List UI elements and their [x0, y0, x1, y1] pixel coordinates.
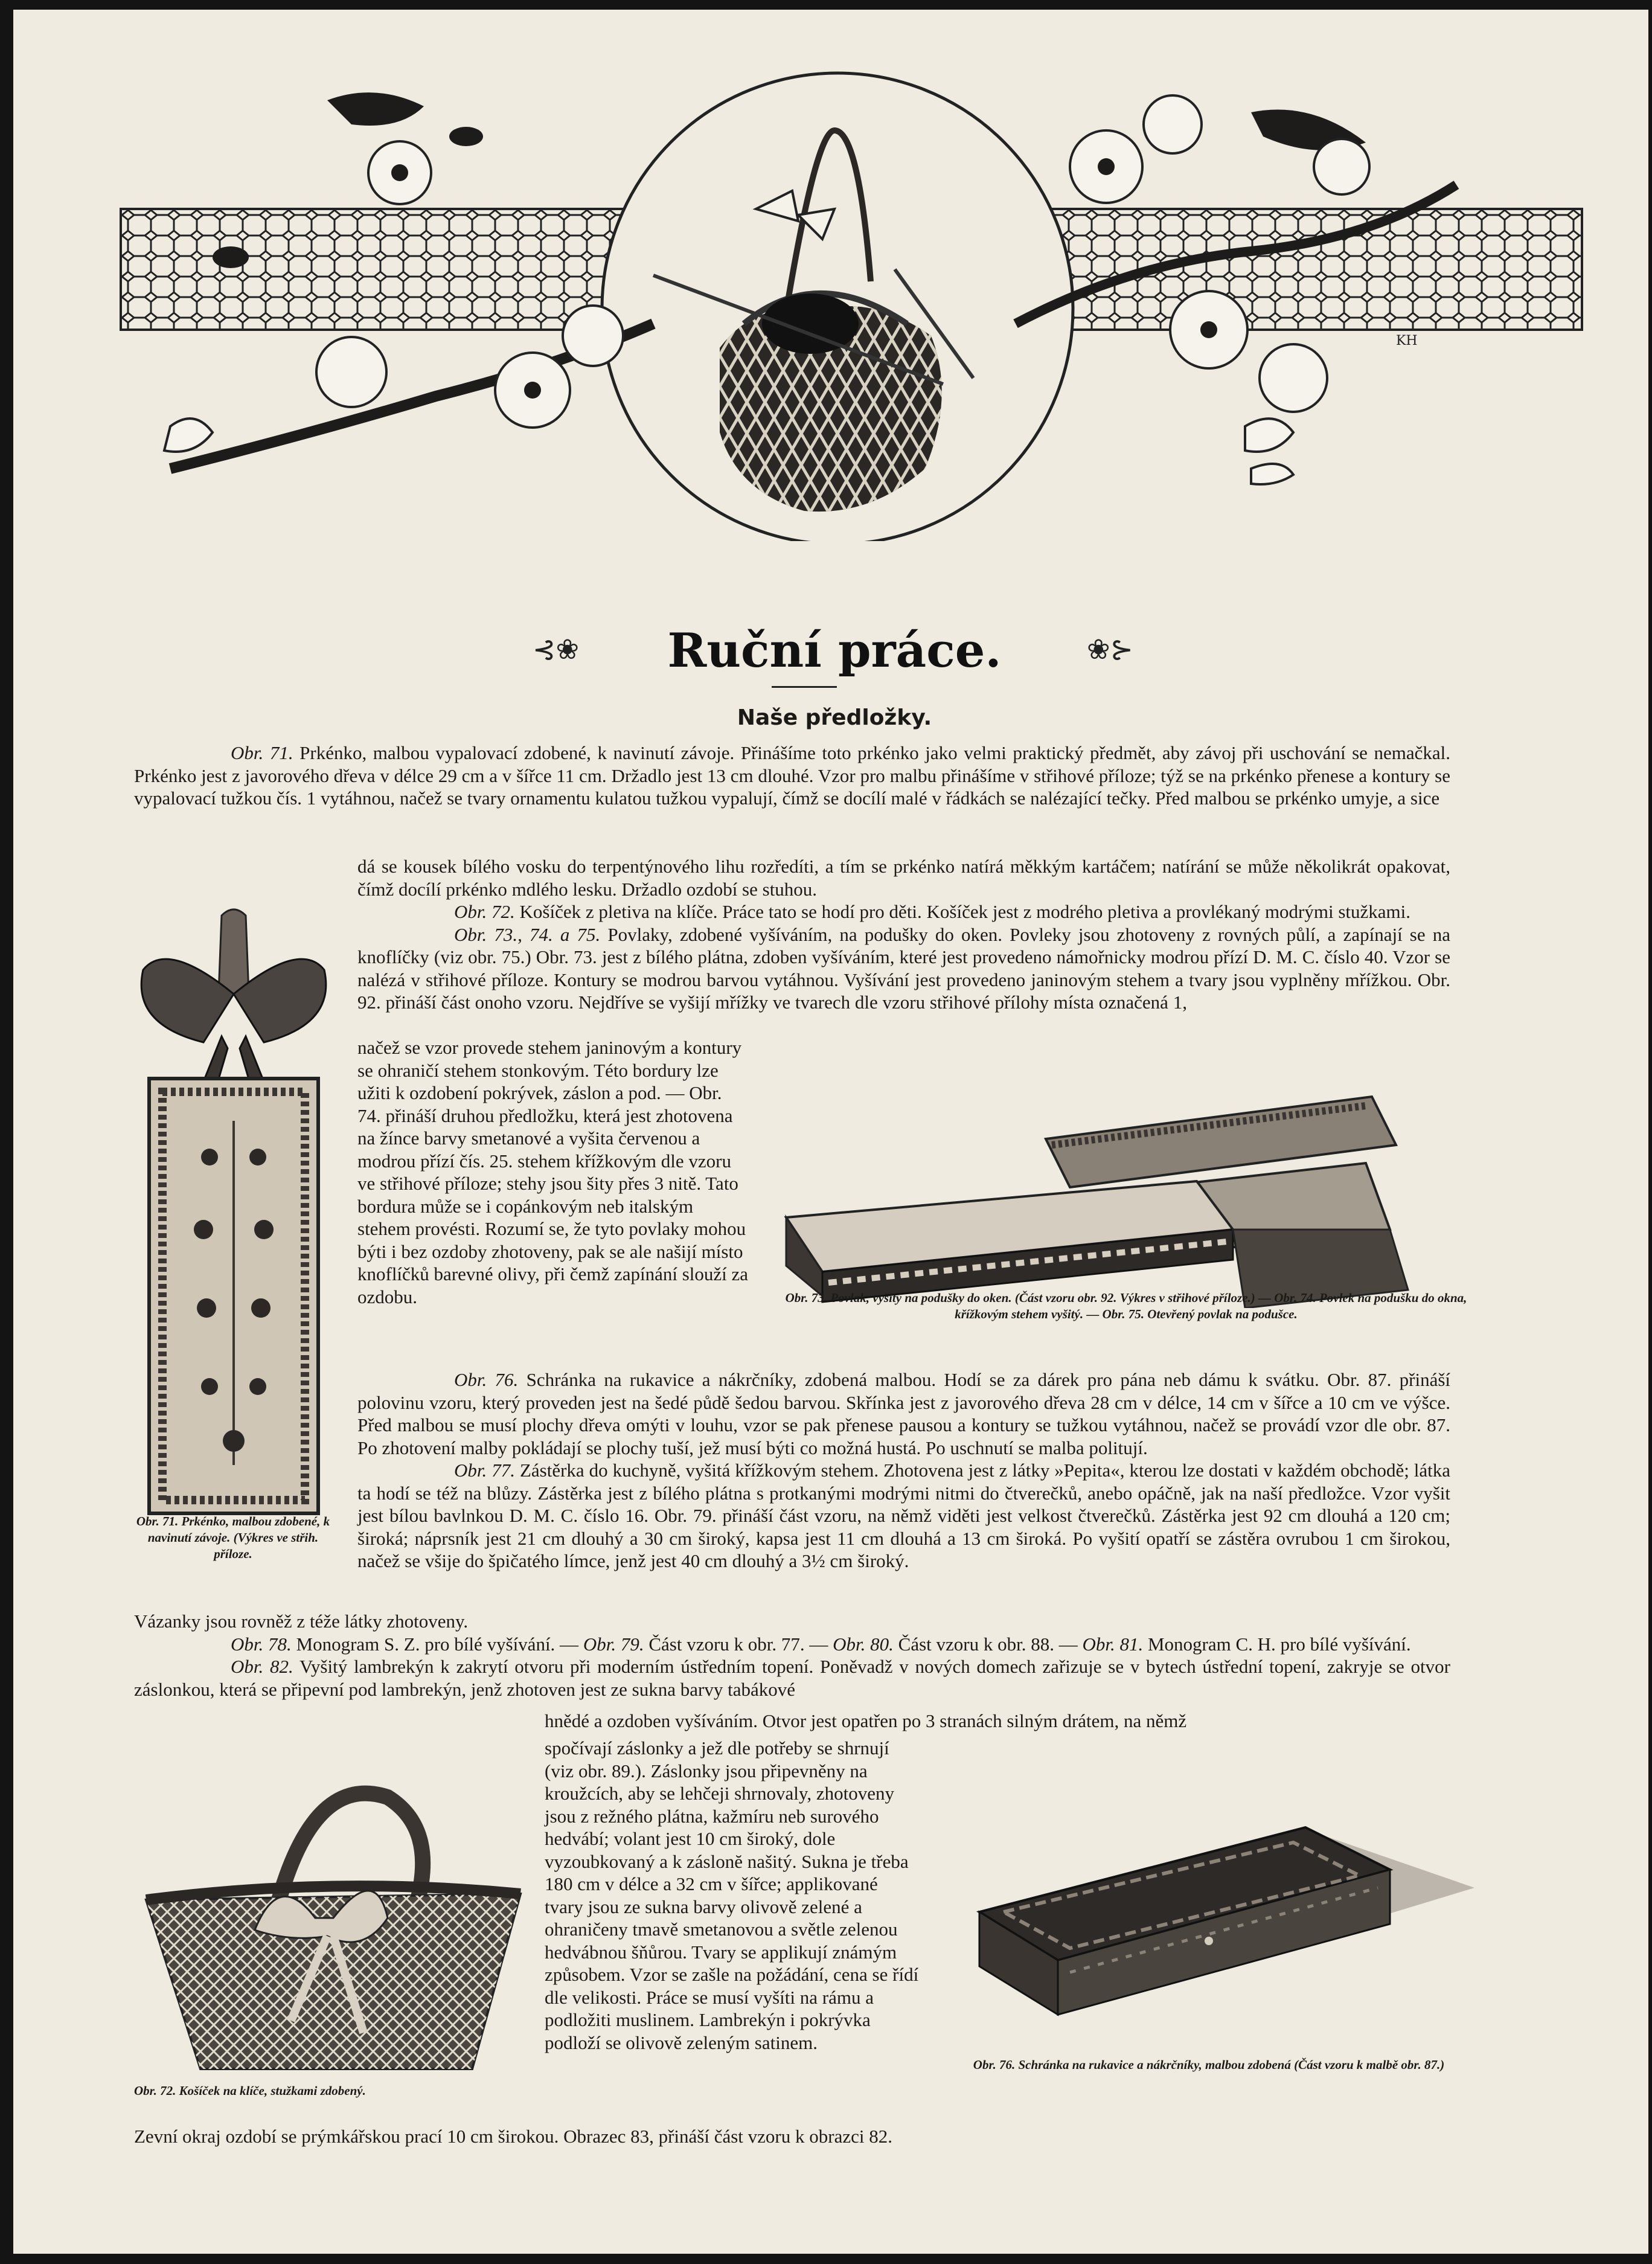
title-rule — [772, 686, 837, 688]
para-82-narrow — [545, 1737, 919, 2054]
para-80-text: Část vzoru k obr. 88. — — [898, 1633, 1078, 1655]
fig76-box-illustration — [955, 1809, 1474, 2063]
para-72-text: Košíček z pletiva na klíče. Práce tato se hodí pro děti. Košíček jest z modrého pletiva a provlékaný modrými stužkami. — [519, 901, 1411, 922]
para-71-text: Prkénko, malbou vypalovací zdobené, k navinutí závoje. Přinášíme toto prkénko jako velmi praktický předmět, aby závoj při uschování se nemačkal. Prkénko jest z javorového dřeva v délce 29 cm a v šířce 11 cm. Držadlo jest 13 cm dlouhé. Vzor pro malbu přinášíme v střihové příloze; týž se na prkénko přenese a kontury se vypalovací tužkou čís. 1 vytáhnou, načež se tvary ornamentu kulatou tužkou vypalují, čímž se docílí malé v řádkách se nalézající tečky. Před malbou se prkénko umyje, a sice — [134, 742, 1451, 809]
caption-fig73: Obr. 73. Povlak, vyšitý na podušky do oken. (Část vzoru obr. 92. Výkres v střihové příloze.) — Obr. 74. Povlek na podušku do okna, křížkovým stehem vyšitý. — Obr. 75. Otevřený povlak na podušce. — [785, 1291, 1467, 1321]
para-81-text: Monogram C. H. pro bílé vyšívání. — [1147, 1633, 1411, 1655]
fig-ref-79: Obr. 79. — [583, 1633, 644, 1655]
para-78-text: Monogram S. Z. pro bílé vyšívání. — — [296, 1633, 579, 1655]
fig-ref-82: Obr. 82. — [231, 1656, 293, 1677]
fig-ref-80: Obr. 80. — [833, 1633, 894, 1655]
para-73-text: Povlaky, zdobené vyšíváním, na podušky do oken. Povleky jsou zhotoveny z rovných půlí, a zapínají se na knoflíčky (viz obr. 75.) Obr. 73. jest z bílého plátna, zdoben vyšíváním, které jest provedeno námořnicky modrou přízí D. M. C. číslo 40. Vzor se nalézá v střihové příloze. Kontury se modrou barvou vytáhnou. Vyšívání jest provedeno janinovým stehem a tvary jsou vyplněny mřížkou. Obr. 92. přináší část onoho vzoru. Nejdříve se vyšijí mřížky ve tvarech dle vzoru střihové přílohy místa označená 1, — [357, 923, 1451, 1013]
illustrator-signature: KH — [1396, 333, 1418, 348]
para-78-82 — [134, 1610, 1450, 1701]
para-73-cont-text: načež se vzor provede stehem janinovým a kontury se ohraničí stehem stonkovým. Této bordury lze užiti k ozdobení pokrývek, záslon a pod. — Obr. 74. přináší druhou předložku, která jest zhotovena na žínce barvy smetanové a vyšita červenou a modrou přízí čís. 25. stehem křížkovým dle vzoru ve střihové příloze; stehy jsou šity přes 3 nitě. Tato bordura může se i copánkovým neb italským stehem provésti. Rozumí se, že tyto povlaky mohou býti i bez ozdoby zhotoveny, pak se ale našijí místo knoflíčků barevné olivy, při čemž zapínání slouží za ozdobu. — [357, 1037, 749, 1307]
page-title: Ruční práce. — [667, 623, 1002, 678]
caption-fig71: Obr. 71. Prkénko, malbou zdobené, k navinutí závoje. (Výkres ve střih. příloze. — [136, 1514, 330, 1561]
caption-fig76: Obr. 76. Schránka na rukavice a nákrčníky, malbou zdobená (Část vzoru k malbě obr. 87.) — [973, 2057, 1445, 2072]
fig71-board-illustration — [131, 903, 336, 1519]
fig73-pillows-illustration — [762, 1091, 1474, 1308]
fig-ref-71: Obr. 71. — [231, 742, 293, 763]
para-77-end: Vázanky jsou rovněž z téže látky zhotoveny. — [134, 1611, 469, 1632]
fig-ref-77: Obr. 77. — [454, 1460, 515, 1481]
fig72-basket-illustration — [134, 1779, 545, 2093]
para-73-cont — [357, 1036, 750, 1308]
fig-ref-76: Obr. 76. — [454, 1369, 519, 1390]
para-82-end-text: Zevní okraj ozdobí se prýmkářskou prací 10 cm širokou. Obrazec 83, přináší část vzoru k obrazci 82. — [134, 2126, 892, 2147]
para-76-text: Schránka na rukavice a nákrčníky, zdobená malbou. Hodí se za dárek pro pána neb dámu k svátku. Obr. 87. přináší polovinu vzoru, který proveden jest na šedé půdě šedou barvou. Skřínka jest z javorového dřeva 28 cm v délce, 14 cm v šířce a 10 cm ve výšce. Před malbou se musí plochy dřeva omýti v louhu, vzor se pak přenese pausou a kontury se tužkou vytáhnou, načež se provádí vzor dle obr. 87. Po zhotovení malby pokládají se plochy tuší, jež musí býti co možná hustá. Po uschnutí se malba politují. — [357, 1369, 1451, 1458]
fig-ref-73: Obr. 73., 74. a 75. — [454, 923, 601, 945]
para-82-text: Vyšitý lambrekýn k zakrytí otvoru při moderním ústředním topení. Poněvadž v nových domech zařizuje se v bytech ústřední topení, zakryje se otvor záslonkou, která se připevní pod lambrekýn, jenž zhotoven jest ze sukna barvy tabákové — [134, 1656, 1450, 1700]
para-82-mid — [545, 1710, 1450, 1733]
para-82-end — [134, 2125, 1450, 2148]
para-71-cont-text: dá se kousek bílého vosku do terpentýnového lihu rozředíti, a tím se prkénko natírá měkkým kartáčem; natírání se může několikrát opakovat, čímž docílí prkénko mdlého lesku. Držadlo ozdobí se stuhou. — [357, 856, 1450, 900]
para-71-cont — [357, 855, 1450, 1014]
fig-ref-72: Obr. 72. — [454, 901, 515, 922]
magazine-page — [13, 10, 1648, 2254]
para-71 — [134, 742, 1450, 810]
para-77-text: Zástěrka do kuchyně, vyšitá křížkovým stehem. Zhotovena jest z látky »Pepita«, kterou lze dostati v každém obchodě; látka ta hodí se též na blůzy. Zástěrka jest z bílého plátna s protkanými modrými nitmi do čtverečků, anebo opáčně, jak na naší předložce. Vzor vyšit jest bílou bavlnkou D. M. C. číslo 16. Obr. 79. přináší část vzoru, na němž viděti jest velkost čtverečků. Zástěrka jest 92 cm dlouhá a 120 cm; široká; náprsník jest 21 cm dlouhý a 30 cm široký, kapsa jest 11 cm dlouhá a 13 cm široká. Po vyšití opatří se zástěra ovrubou 1 cm širokou, načež se všije do špičatého límce, jenž jest 40 cm dlouhý a 3½ cm široký. — [357, 1460, 1451, 1571]
fig-ref-81: Obr. 81. — [1082, 1633, 1144, 1655]
caption-fig72: Obr. 72. Košíček na klíče, stužkami zdobený. — [134, 2083, 366, 2098]
title-ornament-left: ⊰❀ — [533, 633, 580, 665]
header-illustration — [13, 10, 1648, 541]
para-82-narrow-text: spočívají záslonky a jež dle potřeby se shrnují (viz obr. 89.). Záslonky jsou připevněny na kroužcích, aby se lehčeji shrnovaly, zhotoveny jsou z režného plátna, kažmíru neb surového hedvábí; volant jest 10 cm široký, dole vyzoubkovaný a k záslonĕ našitý. Sukna je třeba 180 cm v délce a 32 cm v šířce; applikované tvary jsou ze sukna barvy olivově zelené a ohraničeny tmavě smetanovou a světle zelenou hedvábnou šňůrou. Tvary se applikují známým způsobem. Vzor se zašle na požádání, cena se řídí dle velikosti. Práce se musí vyšíti na rámu a podložiti muslinem. Lambrekýn i pokrývka podloží se olivově zeleným satinem. — [545, 1737, 919, 2053]
title-ornament-right: ❀⊱ — [1087, 633, 1134, 665]
para-82-mid-text: hnědé a ozdoben vyšíváním. Otvor jest opatřen po 3 stranách silným drátem, na němž — [545, 1710, 1187, 1731]
para-79-text: Část vzoru k obr. 77. — — [648, 1633, 828, 1655]
fig-ref-78: Obr. 78. — [231, 1633, 292, 1655]
page-subtitle: Naše předložky. — [737, 705, 932, 730]
para-76-77 — [357, 1368, 1450, 1573]
